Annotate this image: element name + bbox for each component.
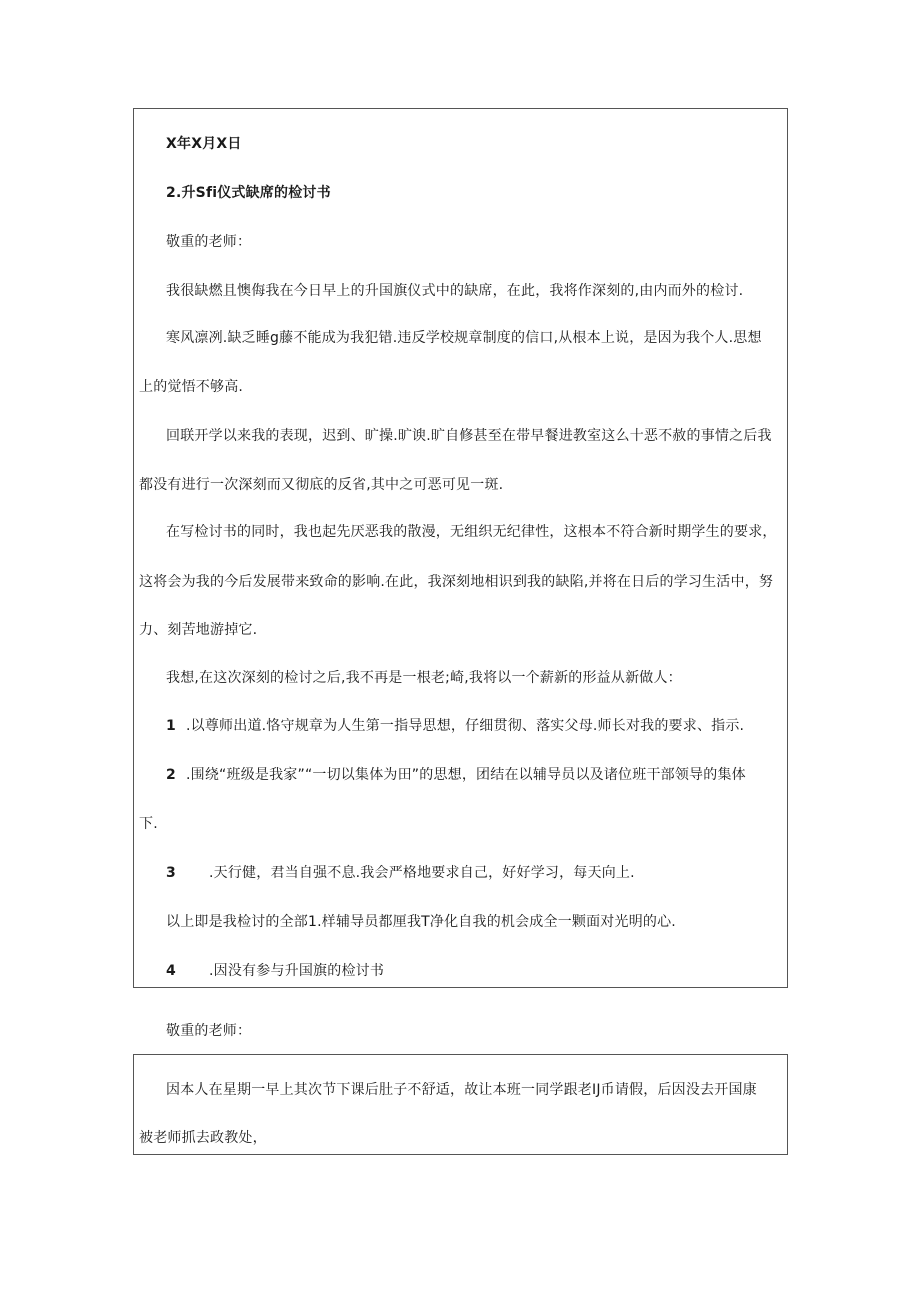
salutation: 敬重的老师：	[166, 234, 252, 250]
paragraph-7-line-2: 被老师抓去政教处，	[139, 1130, 267, 1146]
list-item-1-text: .以尊师出道.恪守规章为人生第一指导思想，仔细贯彻、落实父母.师长对我的要求、指示.	[186, 718, 745, 734]
list-item-2-number: 2	[166, 767, 176, 783]
paragraph-2-line-1: 寒风凛冽.缺乏睡g藤不能成为我犯错.违反学校规章制度的信口,从根本上说，是因为我个人.思想	[166, 330, 762, 346]
section-title: 2.升Sfi仪式缺席的检讨书	[166, 185, 331, 201]
list-item-2-text: .围绕“班级是我家”“一切以集体为田”的思想，团结在以辅导员以及诸位班干部领导的集体	[186, 767, 746, 783]
date-line: X年X月X日	[166, 136, 242, 152]
paragraph-4-line-3: 力、刻苦地游掉它.	[139, 622, 258, 638]
paragraph-3-line-2: 都没有进行一次深刻而又彻底的反省,其中之可恶可见一斑.	[139, 477, 504, 493]
paragraph-7-line-1: 因本人在星期一早上其次节下课后肚子不舒适，故让本班一同学跟老IJ币请假，后因没去开国康	[166, 1082, 757, 1098]
list-item-1-number: 1	[166, 718, 176, 734]
list-item-3-number: 3	[166, 865, 176, 881]
paragraph-3-line-1: 回联开学以来我的表现，迟到、旷操.旷谀.旷自修甚至在带早餐进教室这么十恶不赦的事情之后我	[166, 428, 772, 444]
paragraph-6: 以上即是我检讨的全部1.样辅导员都厘我T净化自我的机会成全一颗面对光明的心.	[166, 914, 676, 930]
paragraph-4-line-2: 这将会为我的今后发展带来致命的影响.在此，我深刻地相识到我的缺陷,并将在日后的学习生活中，努	[139, 574, 774, 590]
list-item-3-text: .天行健，君当自强不息.我会严格地要求自己，好好学习，每天向上.	[209, 865, 635, 881]
paragraph-4-line-1: 在写检讨书的同时，我也起先厌恶我的散漫，无组织无纪律性，这根本不符合新时期学生的要求，	[166, 524, 777, 540]
paragraph-2-line-2: 上的觉悟不够高.	[139, 379, 244, 395]
list-item-4-number: 4	[166, 963, 176, 979]
paragraph-5: 我想,在这次深刻的检讨之后,我不再是一根老;崎,我将以一个薪新的形益从新做人：	[166, 670, 682, 686]
list-item-4-text: .因没有参与升国旗的检讨书	[209, 963, 385, 979]
salutation-2: 敬重的老师：	[166, 1023, 252, 1039]
list-item-2-continuation: 下.	[139, 816, 158, 832]
paragraph-1: 我很缺燃且懊侮我在今日早上的升国旗仪式中的缺席，在此，我将作深刻的,由内而外的检讨.	[166, 283, 744, 299]
